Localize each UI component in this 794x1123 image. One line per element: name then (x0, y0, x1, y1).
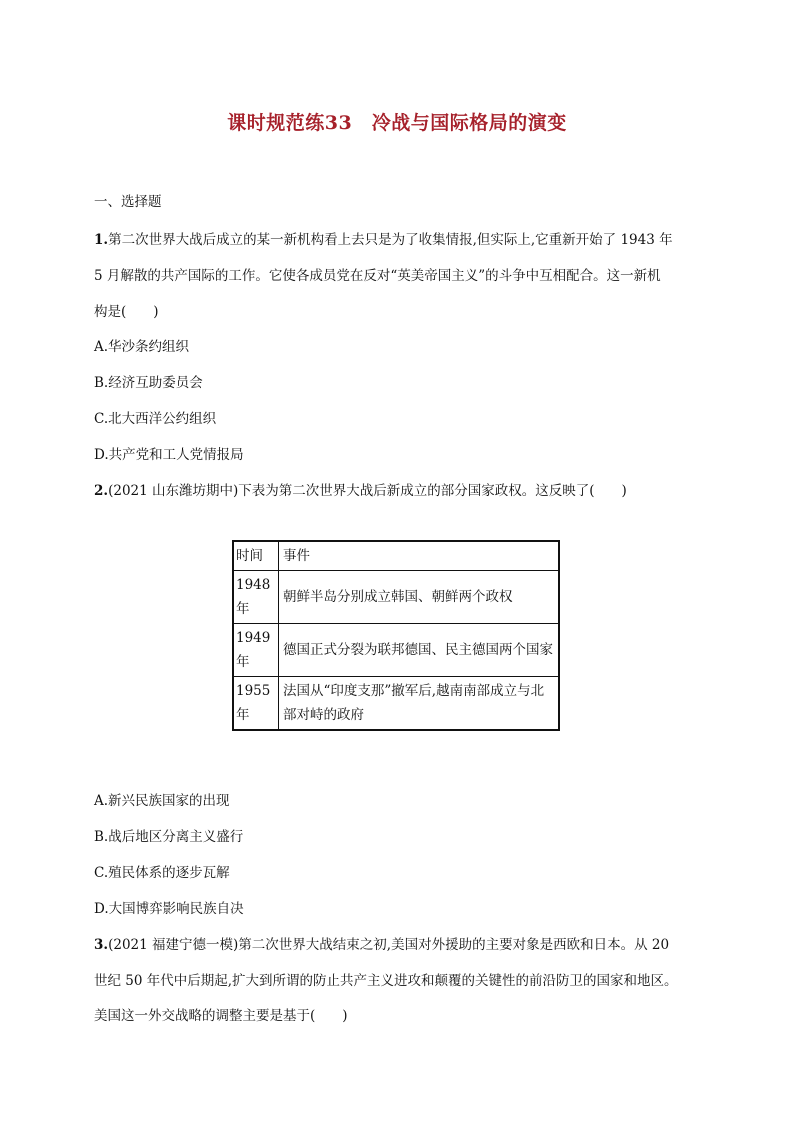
option-a[interactable]: A.华沙条约组织 (94, 339, 190, 355)
question-2-line-1 (94, 479, 627, 499)
question-text: 第二次世界大战后成立的某一新机构看上去只是为了收集情报,但实际上,它重新开始了 1943 年 (108, 232, 673, 248)
option-c[interactable]: C.殖民体系的逐步瓦解 (94, 865, 230, 881)
table-header-row (233, 541, 559, 571)
question-number: 1. (94, 232, 109, 248)
question-text: (2021 山东潍坊期中)下表为第二次世界大战后新成立的部分国家政权。这反映了( ) (108, 483, 627, 499)
option-a[interactable]: A.新兴民族国家的出现 (94, 793, 230, 809)
option-b[interactable]: B.战后地区分离主义盛行 (94, 829, 244, 845)
events-table (232, 540, 560, 731)
option-b[interactable]: B.经济互助委员会 (94, 375, 203, 391)
cell-event: 德国正式分裂为联邦德国、民主德国两个国家 (279, 624, 560, 677)
cell-time: 1955年 (233, 677, 279, 731)
cell-time: 1948年 (233, 571, 279, 624)
option-d[interactable]: D.大国博弈影响民族自决 (94, 901, 244, 917)
option-d[interactable]: D.共产党和工人党情报局 (94, 447, 244, 463)
question-1-line-3: 构是( ) (94, 304, 159, 320)
question-1-line-2: 5 月解散的共产国际的工作。它使各成员党在反对“英美帝国主义”的斗争中互相配合。这一新机 (94, 268, 661, 284)
header-time: 时间 (233, 541, 279, 571)
question-number: 2. (94, 483, 109, 499)
table-row (233, 677, 559, 731)
question-1-line-1 (94, 228, 673, 248)
cell-time: 1949年 (233, 624, 279, 677)
question-number: 3. (94, 937, 109, 953)
cell-event: 法国从“印度支那”撤军后,越南南部成立与北部对峙的政府 (279, 677, 560, 731)
question-3-line-1 (94, 933, 669, 953)
cell-event: 朝鲜半岛分别成立韩国、朝鲜两个政权 (279, 571, 560, 624)
question-text: (2021 福建宁德一模)第二次世界大战结束之初,美国对外援助的主要对象是西欧和日本。从 20 (108, 937, 670, 953)
table-row (233, 571, 559, 624)
table-row (233, 624, 559, 677)
header-event: 事件 (279, 541, 560, 571)
page-title: 课时规范练33 冷战与国际格局的演变 (227, 112, 567, 134)
section-heading: 一、选择题 (94, 194, 162, 210)
question-3-line-2: 世纪 50 年代中后期起,扩大到所谓的防止共产主义进攻和颠覆的关键性的前沿防卫的国家和地区。 (94, 973, 678, 989)
question-3-line-3: 美国这一外交战略的调整主要是基于( ) (94, 1008, 348, 1024)
option-c[interactable]: C.北大西洋公约组织 (94, 411, 217, 427)
